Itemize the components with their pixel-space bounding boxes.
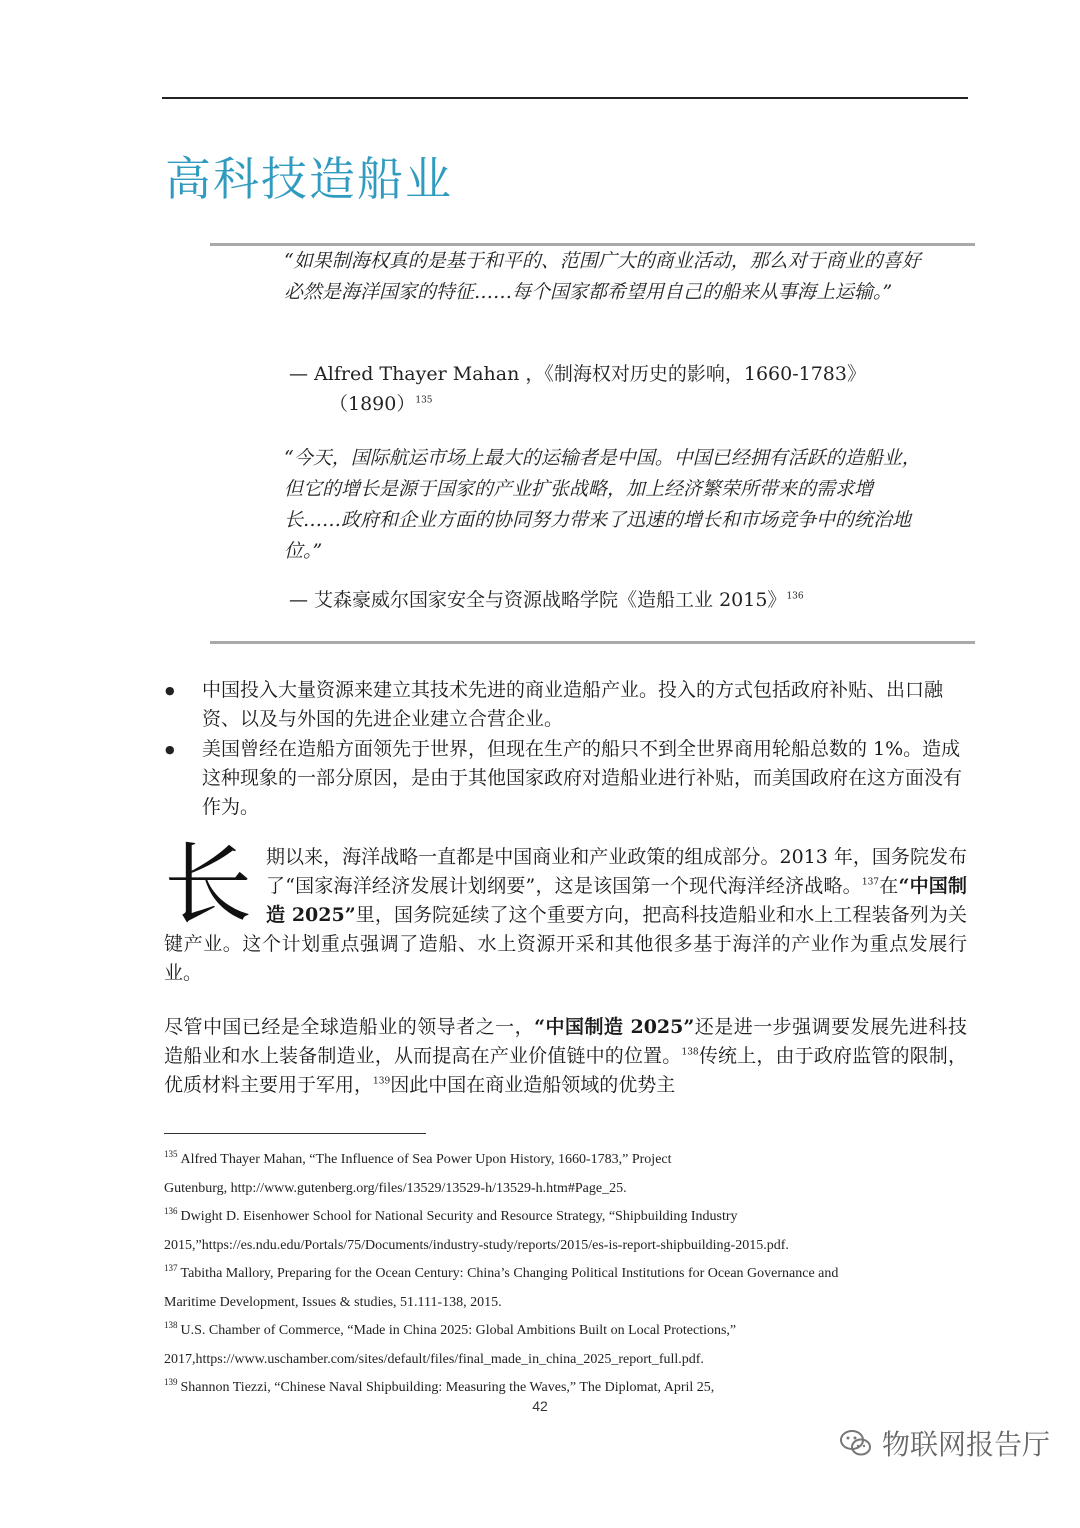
epigraph-quote-2: “今天，国际航运市场上最大的运输者是中国。中国已经拥有活跃的造船业，但它的增长是源于国家的产业扩张战略，加上经济繁荣所带来的需求增长……政府和企业方面的协同努力带来了迅速的增长和市场竞争中的统治地位。” (284, 447, 921, 562)
footnote-ref: 136 (786, 591, 804, 602)
wechat-icon (838, 1425, 874, 1461)
footnotes (164, 1146, 964, 1403)
watermark (838, 1423, 1050, 1463)
footnote-135-cont: Gutenburg, http://www.gutenberg.org/files/13529/13529-h/13529-h.htm#Page_25. (164, 1180, 627, 1196)
epigraph-attribution-2 (289, 585, 969, 615)
key-points-list (162, 676, 968, 823)
footnote-138: $^{138}$ U.S. Chamber of Commerce, “Made in China 2025: Global Ambitions Built on Local Protections,” (164, 1320, 737, 1338)
body-paragraph-1: 长期以来，海洋战略一直都是中国商业和产业政策的组成部分。2013 年，国务院发布了“国家海洋经济发展计划纲要”，这是该国第一个现代海洋经济战略。$^{137}$在“中国制造 2025”里，国务院延续了这个重要方向，把高科技造船业和水上工程装备列为关键产业。这个计划重点强调了造船、水上资源开采和其他很多基于海洋的产业作为重点发展行业。 (164, 833, 967, 984)
header-rule (162, 97, 968, 99)
footnote-137-cont: Maritime Development, Issues & studies, 51.111-138, 2015. (164, 1294, 502, 1310)
attribution-text: — 艾森豪威尔国家安全与资源战略学院《造船工业 2015》 (289, 589, 787, 611)
footnote-136-cont: 2015,”https://es.ndu.edu/Portals/75/Documents/industry-study/reports/2015/es-is-report-shipbuilding-2015.pdf. (164, 1237, 789, 1253)
epigraph-attribution-1 (289, 359, 969, 419)
footnote-ref: 137 (861, 877, 880, 888)
page-number: 42 (532, 1398, 548, 1414)
body-paragraph-2: 尽管中国已经是全球造船业的领导者之一，“中国制造 2025”还是进一步强调要发展先进科技造船业和水上装备制造业，从而提高在产业价值链中的位置。$^{138}$传统上，由于政府监管的限制，优质材料主要用于军用，$^{139}$因此中国在商业造船领域的优势主 (164, 1016, 967, 1096)
list-item: ● 美国曾经在造船方面领先于世界，但现在生产的船只不到全世界商用轮船总数的 1%。造成这种现象的一部分原因，是由于其他国家政府对造船业进行补贴，而美国政府在这方面没有作为。 (162, 735, 968, 822)
footnote-ref: 135 (415, 395, 433, 406)
footnote-138-cont: 2017,https://www.uschamber.com/sites/default/files/final_made_in_china_2025_report_full.pdf. (164, 1351, 704, 1367)
attribution-year: $(1890)^{135}$ (329, 393, 433, 415)
attribution-text: — Alfred Thayer Mahan ，《制海权对历史的影响，1660-1783》 (289, 363, 866, 385)
footnote-136: $^{136}$ Dwight D. Eisenhower School for National Security and Resource Strategy, “Shipbuilding Industry (164, 1206, 738, 1224)
footnote-ref: 138 (681, 1047, 699, 1058)
footnote-135: $^{135}$ Alfred Thayer Mahan, “The Influence of Sea Power Upon History, 1660-1783,” Project (164, 1149, 672, 1167)
footnote-separator (164, 1133, 426, 1134)
list-item: ● 中国投入大量资源来建立其技术先进的商业造船产业。投入的方式包括政府补贴、出口融资、以及与外国的先进企业建立合营企业。 (162, 676, 968, 734)
drop-cap: 长 (164, 833, 253, 936)
watermark-text: 物联网报告厅 (881, 1428, 1050, 1461)
quote-block-bottom-rule (210, 641, 975, 644)
footnote-137: $^{137}$ Tabitha Mallory, Preparing for the Ocean Century: China’s Changing Political Institutions for Ocean Governance and (164, 1263, 839, 1281)
epigraph-quote-1: “如果制海权真的是基于和平的、范围广大的商业活动，那么对于商业的喜好必然是海洋国家的特征……每个国家都希望用自己的船来从事海上运输。” (284, 250, 921, 303)
footnote-ref: 139 (373, 1076, 391, 1087)
footnote-139: $^{139}$ Shannon Tiezzi, “Chinese Naval Shipbuilding: Measuring the Waves,” The Diplomat, April 25, (164, 1377, 715, 1395)
page-title: 高科技造船业 (165, 152, 453, 206)
